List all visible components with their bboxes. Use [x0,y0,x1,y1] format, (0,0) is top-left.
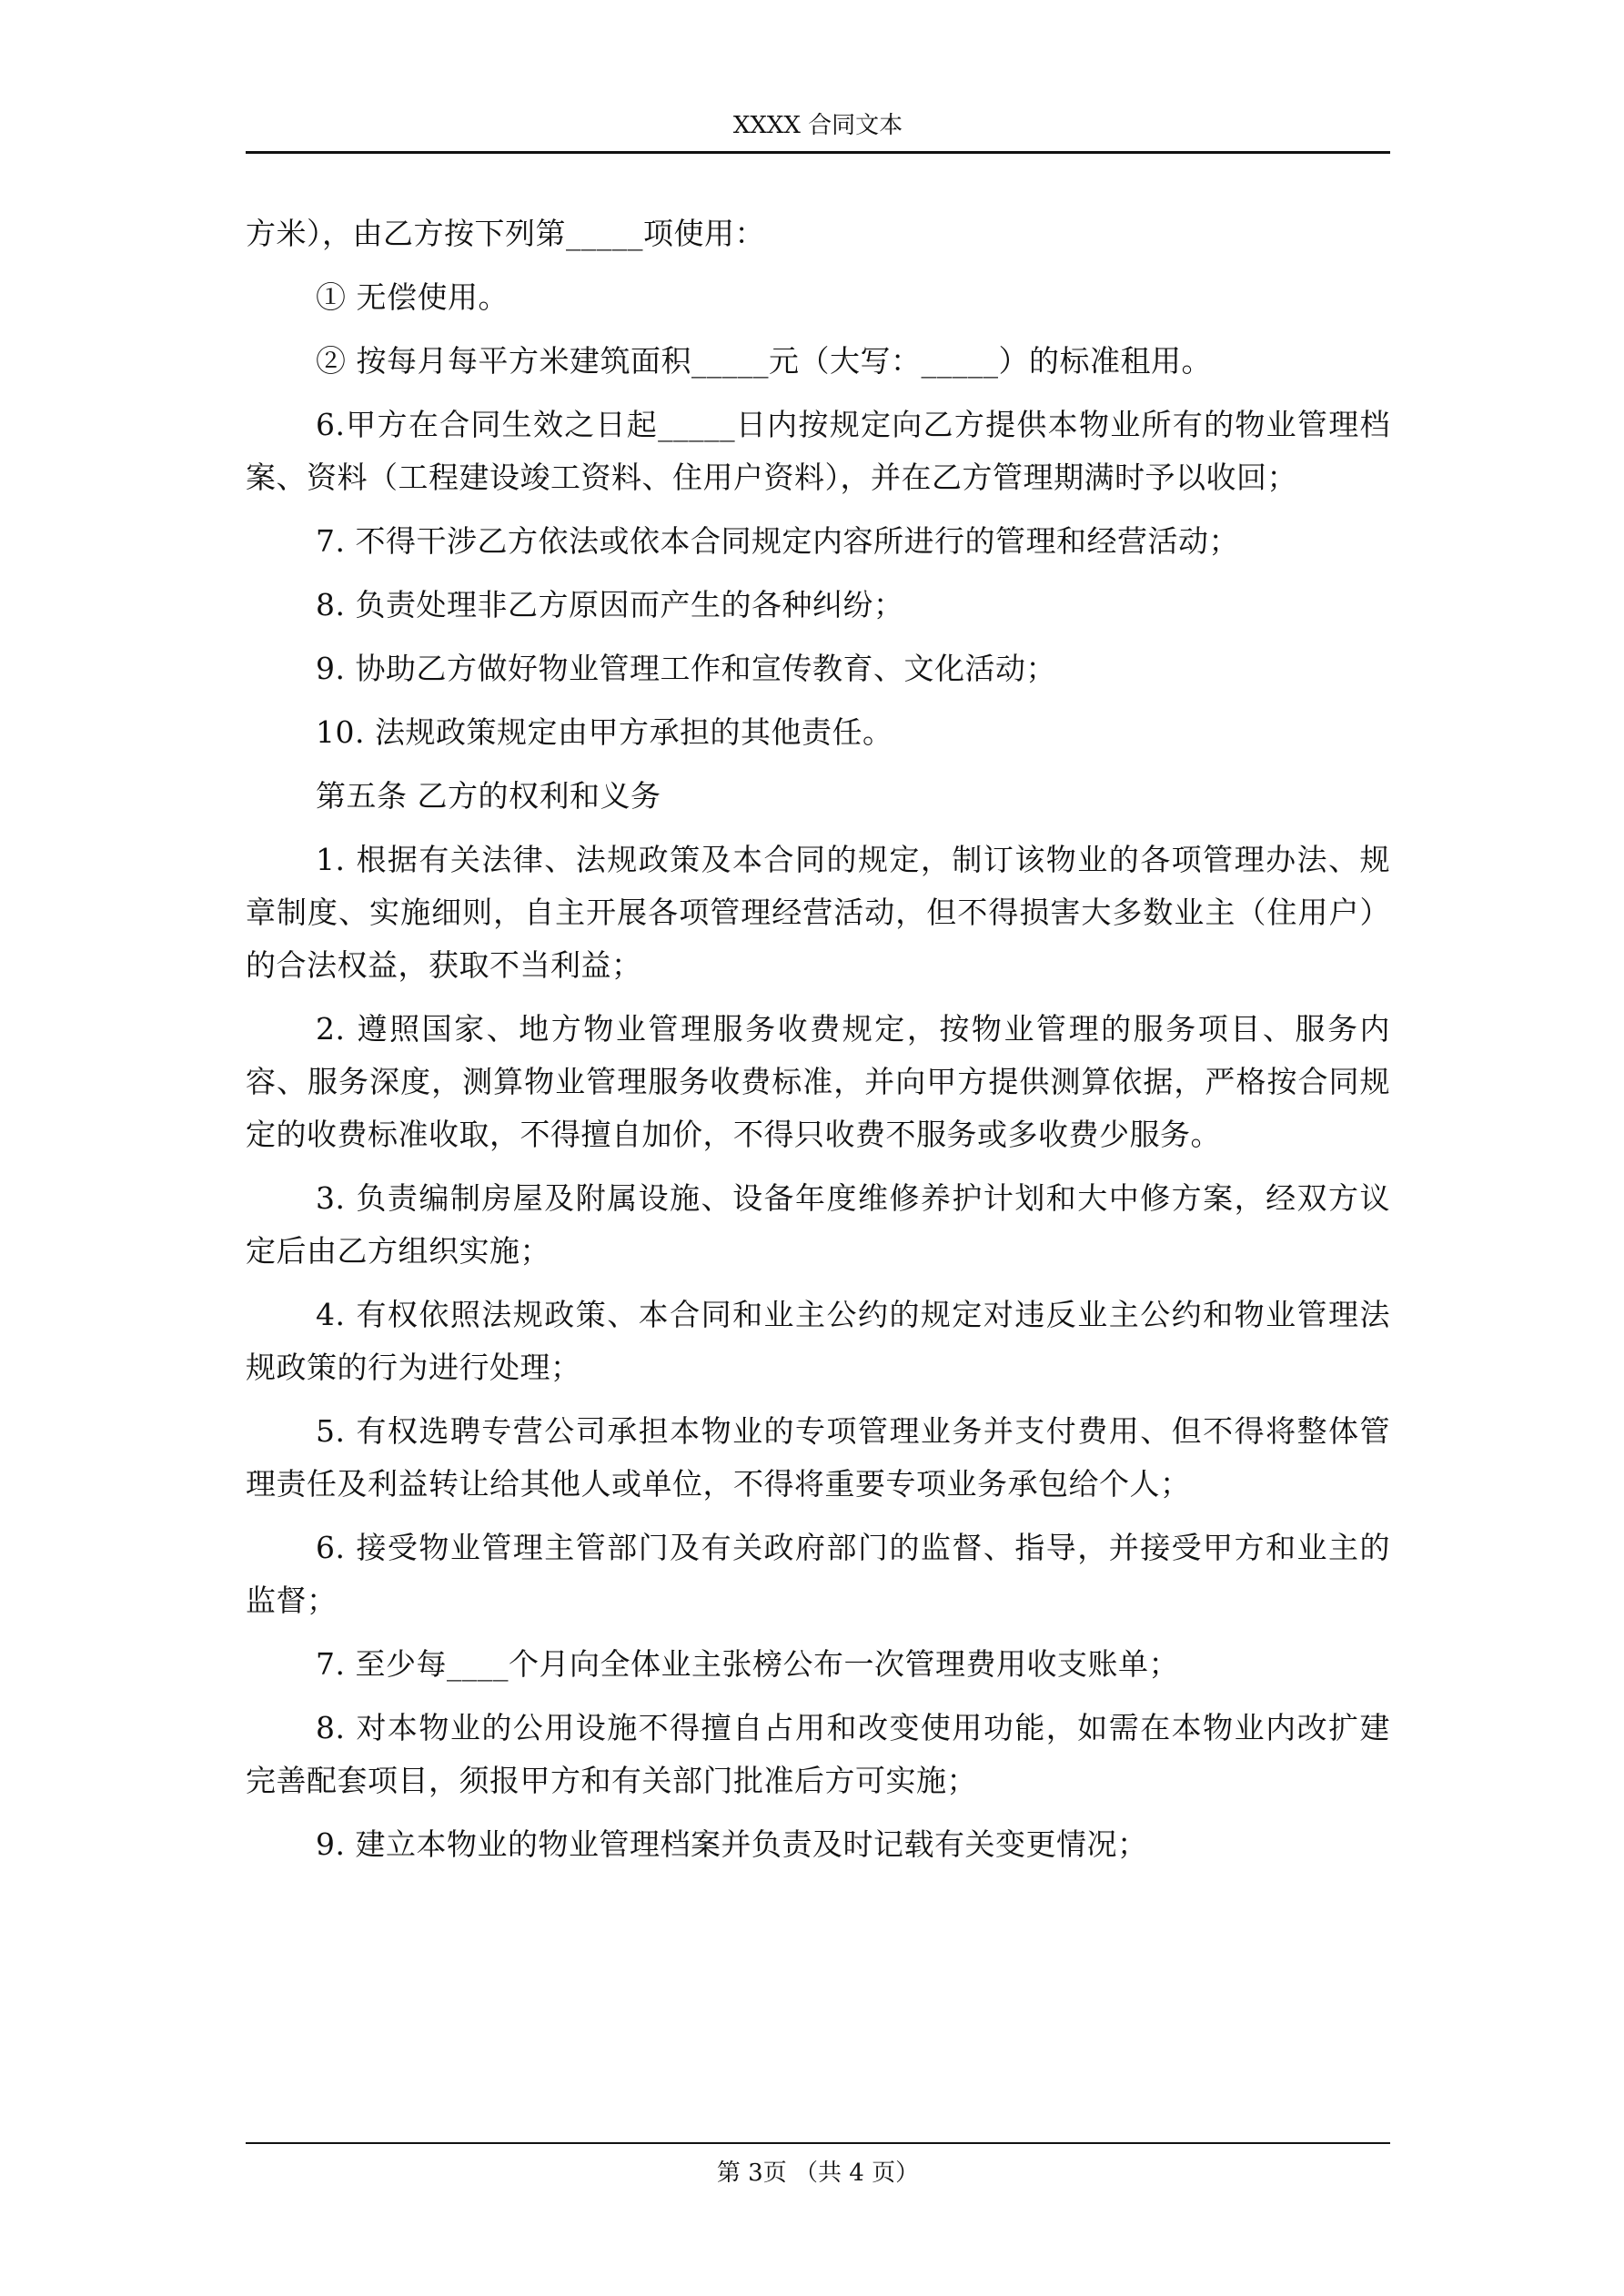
clause-party-b-7: 7. 至少每____个月向全体业主张榜公布一次管理费用收支账单； [316,1646,1179,1682]
clause-party-b-6: 6. 接受物业管理主管部门及有关政府部门的监督、指导，并接受甲方和业主的监督； [246,1530,1390,1618]
page-number: 第 3页 （共 4 页） [716,2159,920,2187]
clause-party-a-9: 9. 协助乙方做好物业管理工作和宣传教育、文化活动； [316,651,1056,686]
clause-party-b-8: 8. 对本物业的公用设施不得擅自占用和改变使用功能，如需在本物业内改扩建完善配套项目，须报甲方和有关部门批准后方可实施； [246,1710,1390,1798]
clause-party-b-3: 3. 负责编制房屋及附属设施、设备年度维修养护计划和大中修方案，经双方议定后由乙方组织实施； [246,1180,1390,1269]
clause-party-b-5: 5. 有权选聘专营公司承担本物业的专项管理业务并支付费用、但不得将整体管理责任及利益转让给其他人或单位，不得将重要专项业务承包给个人； [246,1413,1390,1502]
page-footer [246,2142,1390,2190]
clause-party-b-9: 9. 建立本物业的物业管理档案并负责及时记载有关变更情况； [316,1826,1148,1862]
option-free-use: ① 无偿使用。 [316,279,509,315]
clause-party-a-8: 8. 负责处理非乙方原因而产生的各种纠纷； [316,587,904,622]
clause-party-b-4: 4. 有权依照法规政策、本合同和业主公约的规定对违反业主公约和物业管理法规政策的行为进行处理； [246,1297,1390,1385]
option-rental-use: ② 按每月每平方米建筑面积_____元（大写：_____）的标准租用。 [316,343,1212,379]
page-header [246,107,1390,154]
clause-party-b-1: 1. 根据有关法律、法规政策及本合同的规定，制订该物业的各项管理办法、规章制度、实施细则，自主开展各项管理经营活动，但不得损害大多数业主（住用户）的合法权益，获取不当利益； [246,842,1390,983]
paragraph-continuation: 方米），由乙方按下列第_____项使用： [246,216,765,251]
clause-party-a-7: 7. 不得干涉乙方依法或依本合同规定内容所进行的管理和经营活动； [316,523,1239,559]
document-body [246,207,1390,1882]
clause-party-a-10: 10. 法规政策规定由甲方承担的其他责任。 [316,714,893,750]
header-title: XXXX 合同文本 [732,112,903,139]
clause-party-b-2: 2. 遵照国家、地方物业管理服务收费规定，按物业管理的服务项目、服务内容、服务深度，测算物业管理服务收费标准，并向甲方提供测算依据，严格按合同规定的收费标准收取，不得擅自加价，不得只收费不服务或多收费少服务。 [246,1011,1390,1152]
clause-party-a-6: 6.甲方在合同生效之日起_____日内按规定向乙方提供本物业所有的物业管理档案、资料（工程建设竣工资料、住用户资料），并在乙方管理期满时予以收回； [246,407,1390,495]
article-5-heading: 第五条 乙方的权利和义务 [316,778,661,814]
